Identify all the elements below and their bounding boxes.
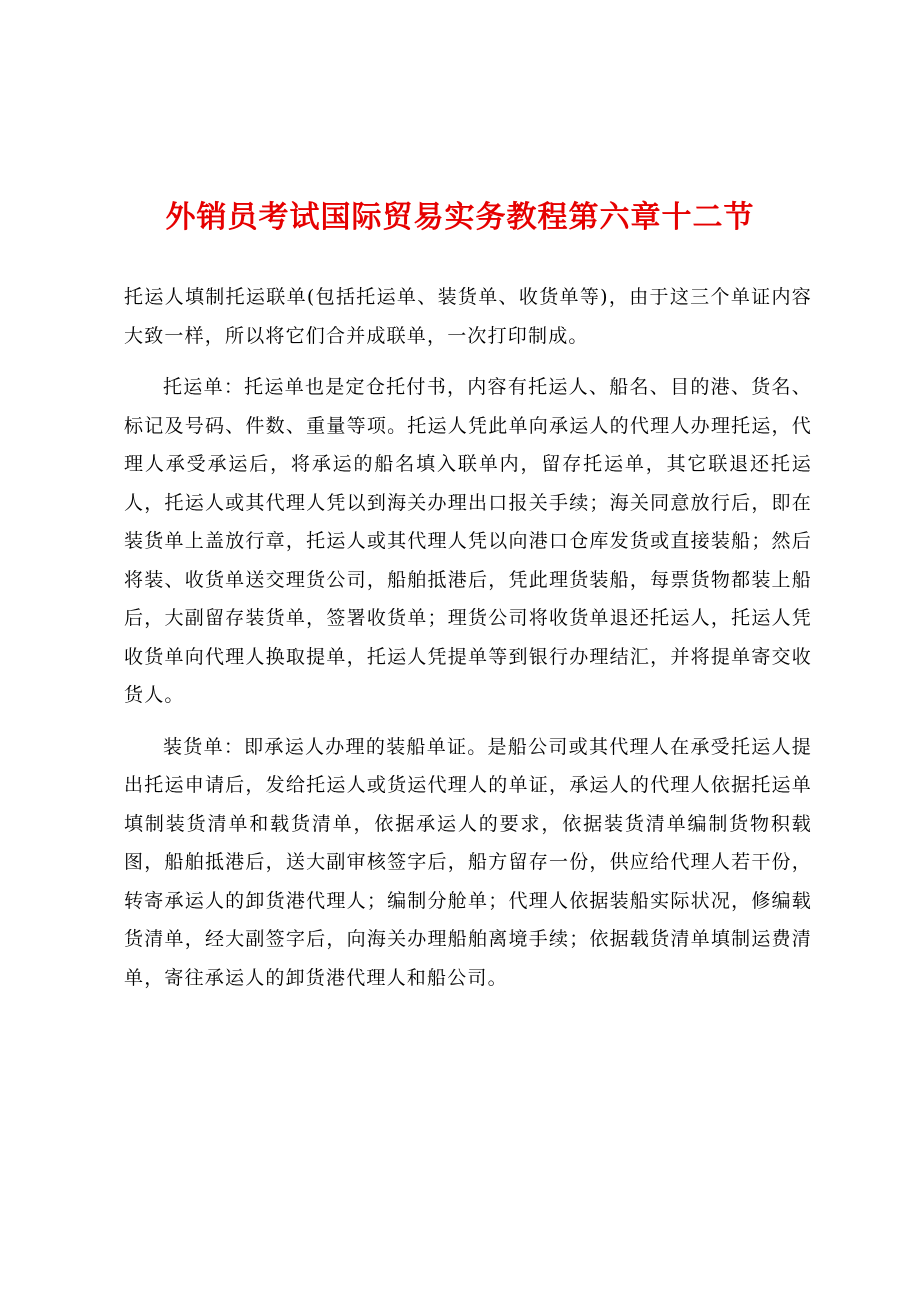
- document-title: 外销员考试国际贸易实务教程第六章十二节: [165, 200, 755, 235]
- paragraph-shipping-note: 装货单：即承运人办理的装船单证。是船公司或其代理人在承受托运人提出托运申请后，发给托运人或货运代理人的单证，承运人的代理人依据托运单填制装货清单和载货清单，依据承运人的要求，依据装货清单编制货物积载图，船舶抵港后，送大副审核签字后，船方留存一份，供应给代理人若干份，转寄承运人的卸货港代理人；编制分舱单；代理人依据装船实际状况，修编载货清单，经大副签字后，向海关办理船舶离境手续；依据载货清单填制运费清单，寄往承运人的卸货港代理人和船公司。: [124, 735, 812, 989]
- document-body: [124, 278, 812, 997]
- paragraph-shipping-order: 托运单：托运单也是定仓托付书，内容有托运人、船名、目的港、货名、标记及号码、件数、重量等项。托运人凭此单向承运人的代理人办理托运，代理人承受承运后，将承运的船名填入联单内，留存托运单，其它联退还托运人，托运人或其代理人凭以到海关办理出口报关手续；海关同意放行后，即在装货单上盖放行章，托运人或其代理人凭以向港口仓库发货或直接装船；然后将装、收货单送交理货公司，船舶抵港后，凭此理货装船，每票货物都装上船后，大副留存装货单，签署收货单；理货公司将收货单退还托运人，托运人凭收货单向代理人换取提单，托运人凭提单等到银行办理结汇，并将提单寄交收货人。: [124, 376, 812, 706]
- paragraph-intro: 托运人填制托运联单(包括托运单、装货单、收货单等)，由于这三个单证内容大致一样，所以将它们合并成联单，一次打印制成。: [124, 286, 812, 347]
